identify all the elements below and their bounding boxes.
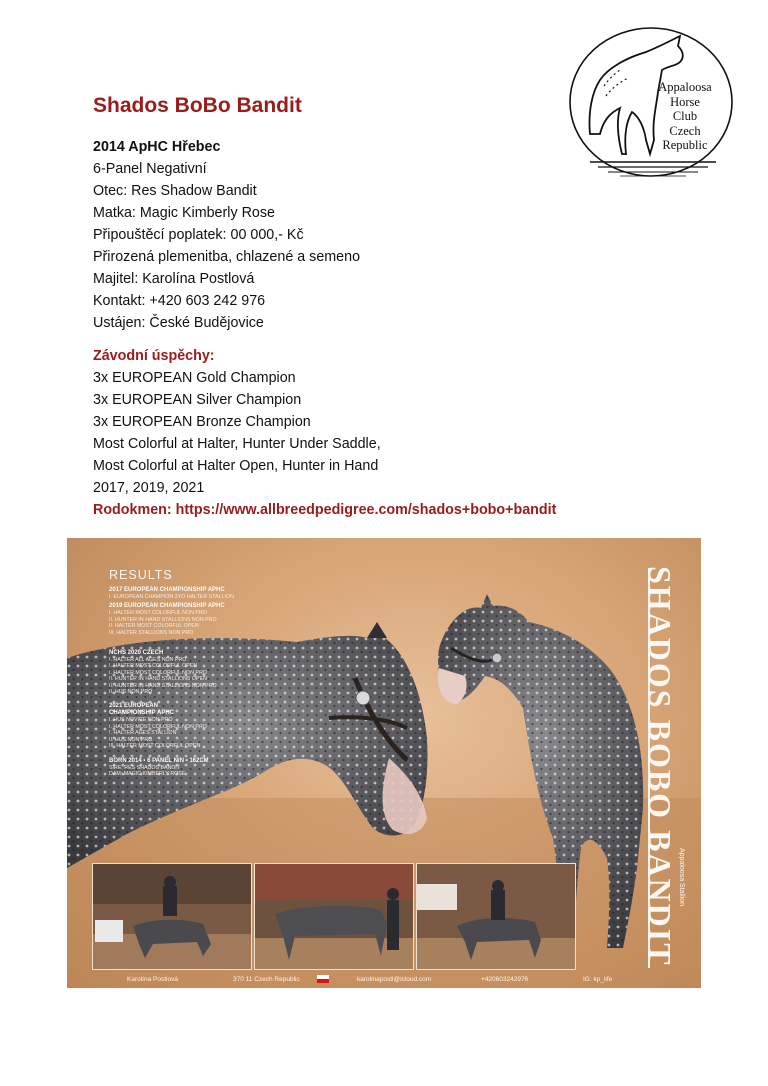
results-item: SIRE: RES SHADOS BANDIT bbox=[109, 764, 180, 771]
logo-line: Republic bbox=[662, 138, 708, 152]
logo-text bbox=[650, 80, 720, 153]
horse-info bbox=[93, 136, 556, 521]
info-line: Přirozená plemenitba, chlazené a semeno bbox=[93, 249, 361, 265]
photo-thumbnail bbox=[254, 863, 414, 970]
footer-email: karolinapostl@icloud.com bbox=[357, 976, 432, 983]
photo-thumbnail bbox=[92, 863, 252, 970]
logo-line: Appaloosa bbox=[658, 80, 712, 94]
vertical-title bbox=[641, 566, 687, 966]
logo-line: Club bbox=[672, 109, 698, 123]
promo-poster bbox=[67, 538, 701, 988]
result-line: 3x EUROPEAN Silver Champion bbox=[93, 392, 302, 408]
info-line: Matka: Magic Kimberly Rose bbox=[93, 205, 275, 221]
results-item: I. HALTER AGES STALLION bbox=[109, 730, 177, 737]
footer-phone: +420603242976 bbox=[481, 976, 529, 983]
results-section-head: 2019 EUROPEAN CHAMPIONSHIP APHC bbox=[109, 603, 225, 610]
results-item: III. HALTER STALLIONS NON PRO bbox=[109, 629, 194, 636]
results-heading: Závodní úspěchy: bbox=[93, 348, 215, 364]
result-line: 3x EUROPEAN Gold Champion bbox=[93, 370, 296, 386]
results-item: II. HUNTER IN HAND STALLIONS NON PRO bbox=[109, 682, 217, 689]
vertical-title-text: SHADOS BOBO BANDIT bbox=[642, 566, 678, 967]
info-line: Připouštěcí poplatek: 00 000,- Kč bbox=[93, 227, 304, 243]
photo-thumbnail bbox=[416, 863, 576, 970]
result-line: 3x EUROPEAN Bronze Champion bbox=[93, 414, 311, 430]
results-item: I. HALTER ALL AGES NON PRO bbox=[109, 657, 187, 664]
results-item: I. HALTER MOST COLORFUL OPEN bbox=[109, 663, 198, 670]
page-title: Shados BoBo Bandit bbox=[93, 94, 302, 117]
info-line: Ustájen: České Budějovice bbox=[93, 315, 264, 331]
results-panel bbox=[109, 568, 309, 777]
footer-address: 370 11 Czech Republic bbox=[233, 976, 300, 983]
footer-owner: Karolína Postlová bbox=[127, 976, 178, 983]
results-item: I. HALTER MOST COLORFUL NON PRO bbox=[109, 610, 207, 617]
info-line: Kontakt: +420 603 242 976 bbox=[93, 293, 266, 309]
results-item: I. HALTER MOST COLORFUL NON PRO bbox=[109, 669, 207, 676]
info-line: Majitel: Karolína Postlová bbox=[93, 271, 255, 287]
info-heading: 2014 ApHC Hřebec bbox=[93, 139, 221, 155]
results-item: I. HUS NOVICE NON PRO bbox=[109, 717, 173, 724]
footer-instagram: IG: kp_life bbox=[583, 976, 613, 983]
results-item: II. HUNTER IN HAND STALLIONS OPEN bbox=[109, 676, 207, 683]
results-item: I. EUROPEAN CHAMPION 3YO HALTER STALLION bbox=[109, 594, 234, 600]
results-item: DAM: MAGIC KIMBERLY ROSE bbox=[109, 770, 186, 777]
results-item: III. HALTER MOST COLORFUL OPEN bbox=[109, 743, 201, 750]
result-line: Most Colorful at Halter Open, Hunter in Hand bbox=[93, 458, 379, 474]
vertical-subtitle: Appaloosa Stallion bbox=[678, 848, 685, 906]
info-line: Otec: Res Shadow Bandit bbox=[93, 183, 257, 199]
results-section-head: 2021 EUROPEAN CHAMPIONSHIP APHC bbox=[109, 703, 175, 717]
info-line: 6-Panel Negativní bbox=[93, 161, 207, 177]
logo-line: Horse bbox=[670, 94, 700, 109]
flag-icon bbox=[317, 975, 329, 983]
pedigree-link[interactable]: Rodokmen: https://www.allbreedpedigree.com/shados+bobo+bandit bbox=[93, 502, 557, 518]
poster-footer bbox=[67, 974, 701, 988]
results-item: II. HALTER MOST COLORFUL OPEN bbox=[109, 623, 199, 630]
results-item: I. HALTER MOST COLORFUL NON PRO bbox=[109, 723, 207, 730]
results-title: RESULTS bbox=[109, 568, 173, 582]
result-line: Most Colorful at Halter, Hunter Under Saddle, bbox=[93, 436, 381, 452]
result-line: 2017, 2019, 2021 bbox=[93, 480, 205, 496]
results-item: II. HUNTER IN HAND STALLIONS NON PRO bbox=[109, 616, 217, 623]
logo-line: Czech bbox=[669, 123, 701, 138]
results-section-head: 2017 EUROPEAN CHAMPIONSHIP APHC bbox=[109, 587, 225, 593]
results-section-head: BORN 2014 • 6 PANEL N/N • 162CM bbox=[109, 757, 209, 764]
results-item: II. HUS NON PRO bbox=[109, 689, 153, 696]
results-item: II. HUS NON PRO bbox=[109, 736, 153, 743]
results-section-head: NCHS 2020 CZECH bbox=[109, 650, 164, 657]
